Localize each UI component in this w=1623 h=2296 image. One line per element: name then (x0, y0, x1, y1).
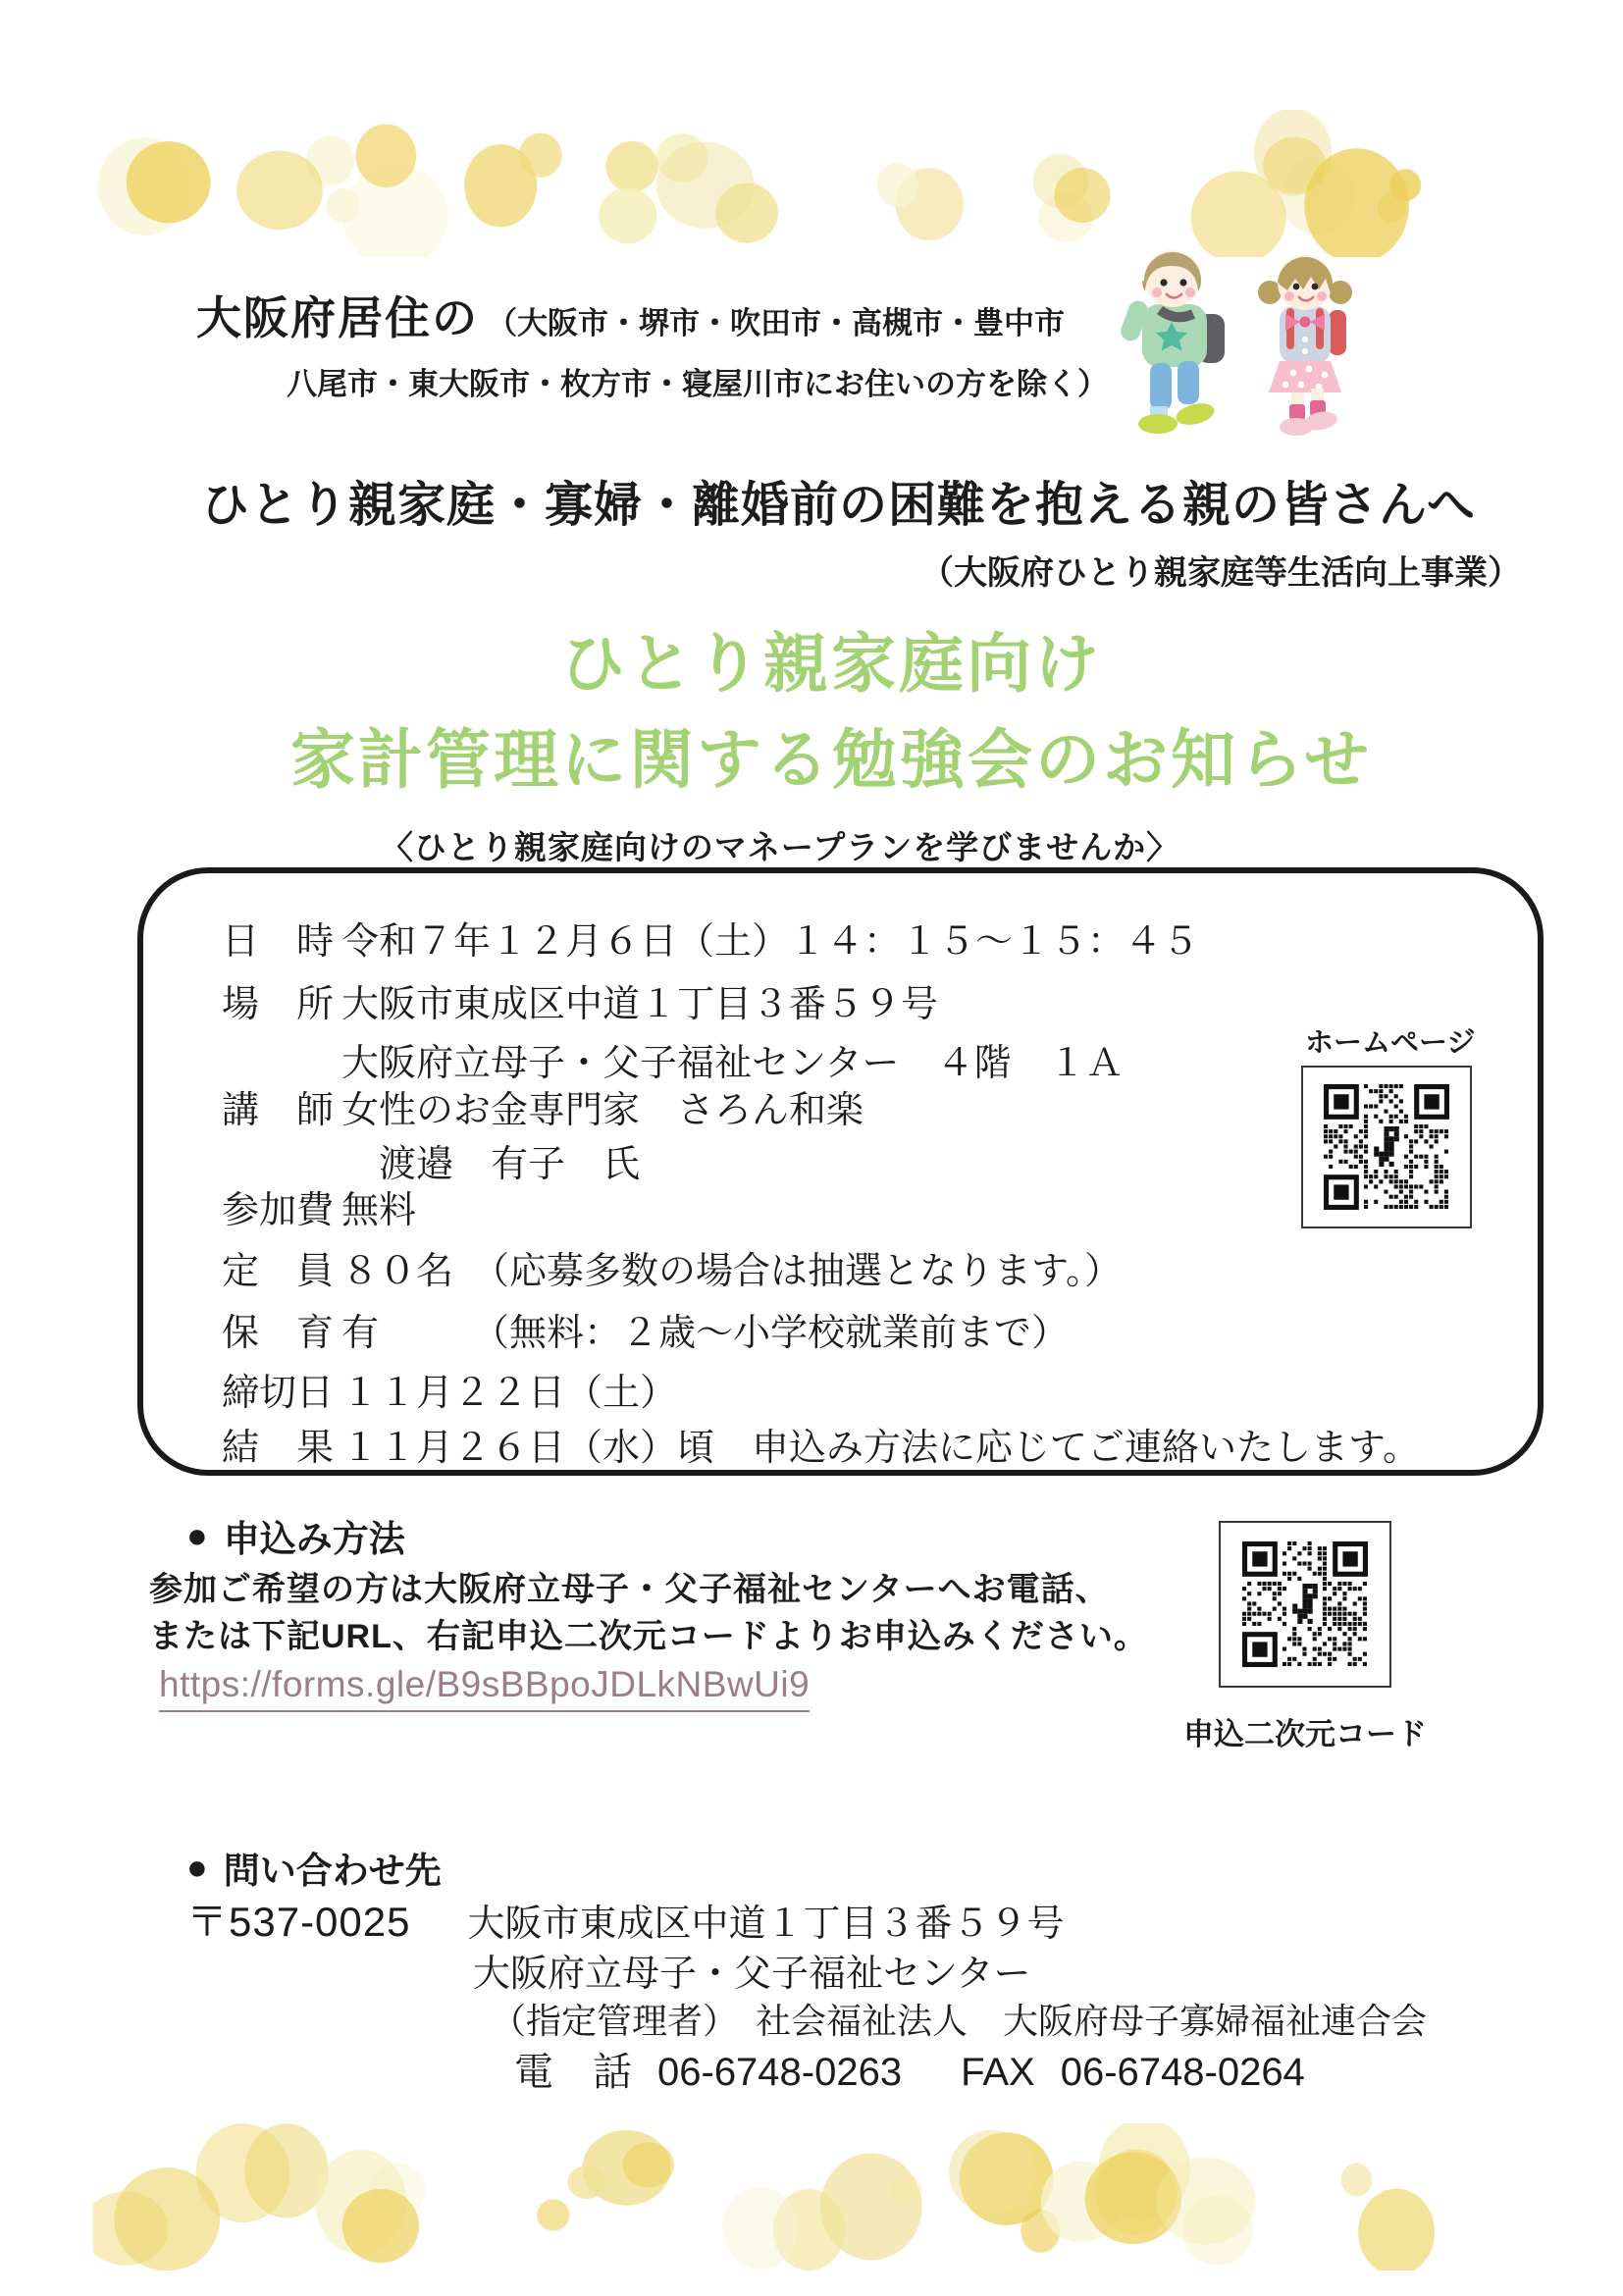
apply-instruction-line2: または下記URL、右記申込二次元コードよりお申込みください。 (149, 1618, 1148, 1655)
bullet-icon: ● (186, 1515, 208, 1555)
contact-heading-text: 問い合わせ先 (223, 1851, 442, 1891)
main-title-line1: ひとり親家庭向け (560, 627, 1102, 700)
detail-row-place: 場 所 大阪市東成区中道１丁目３番５９号 (222, 984, 939, 1025)
phone-label: 電 話 (514, 2051, 632, 2094)
homepage-qr-image (1324, 1084, 1449, 1210)
contact-phone-fax (514, 2041, 1305, 2097)
detail-row-fee: 参加費 無料 (222, 1190, 417, 1231)
fax-number: 06-6748-0264 (1060, 2051, 1305, 2094)
detail-row-deadline: 締切日 １１月２２日（土） (222, 1373, 678, 1414)
program-note: （大阪府ひとり親家庭等生活向上事業） (920, 554, 1521, 592)
apply-qr-image (1242, 1541, 1368, 1667)
apply-heading-text: 申込み方法 (223, 1519, 405, 1559)
detail-row-datetime: 日 時 令和７年１２月６日（土）１４：１５～１５：４５ (222, 921, 1200, 963)
apply-section-heading (186, 1509, 405, 1562)
phone-number: 06-6748-0263 (657, 2051, 903, 2094)
girl-backpack (1329, 310, 1346, 355)
children-illustration (1107, 237, 1370, 455)
subtitle: 〈ひとり親家庭向けのマネープランを学びませんか〉 (380, 829, 1180, 865)
homepage-qr-label: ホームページ (1305, 1027, 1476, 1059)
detail-row-lecturer: 講 師 女性のお金専門家 さろん和楽 (222, 1090, 864, 1131)
contact-postal-address (186, 1890, 1065, 1949)
fax-label: FAX (961, 2051, 1035, 2094)
headline: ひとり親家庭・寡婦・離婚前の困難を抱える親の皆さんへ (201, 479, 1477, 532)
residence-lead: 大阪府居住の (196, 292, 479, 343)
residence-note (196, 283, 1065, 347)
contact-address2: 大阪府立母子・父子福祉センター (473, 1954, 1031, 1995)
apply-instruction-line1: 参加ご希望の方は大阪府立母子・父子福祉センターへお電話、 (149, 1571, 1110, 1608)
decorative-dots-bottom (93, 2123, 1545, 2270)
residence-cities-line1: （大阪市・堺市・吹田市・高槻市・豊中市 (487, 306, 1065, 340)
contact-address1: 大阪市東成区中道１丁目３番５９号 (467, 1904, 1065, 1945)
bullet-icon: ● (186, 1847, 208, 1887)
detail-row-result: 結 果 １１月２６日（水）頃 申込み方法に応じてご連絡いたします。 (222, 1428, 1420, 1469)
decorative-dots-top (93, 110, 1545, 257)
main-title-line2: 家計管理に関する勉強会のお知らせ (289, 722, 1373, 796)
apply-qr-label: 申込二次元コード (1183, 1717, 1427, 1751)
contact-operator: （指定管理者） 社会福祉法人 大阪府母子寡婦福祉連合会 (491, 2001, 1428, 2041)
residence-cities-line2: 八尾市・東大阪市・枚方市・寝屋川市にお住いの方を除く） (287, 367, 1108, 401)
detail-row-capacity: 定 員 ８０名 （応募多数の場合は抽選となります。） (222, 1251, 1122, 1292)
main-title (39, 616, 1623, 808)
homepage-qr-code (1301, 1066, 1472, 1228)
detail-row-lecturer2: 渡邉 有子 氏 (341, 1144, 641, 1185)
detail-row-childcare: 保 育 有 （無料：２歳～小学校就業前まで） (222, 1313, 1070, 1354)
detail-row-place2: 大阪府立母子・父子福祉センター ４階 １Ａ (341, 1043, 1124, 1084)
application-form-link[interactable]: https://forms.gle/B9sBBpoJDLkNBwUi9 (159, 1664, 810, 1712)
contact-section-heading (186, 1841, 442, 1894)
apply-qr-code (1219, 1521, 1391, 1688)
postal-code: 〒537-0025 (186, 1899, 411, 1945)
